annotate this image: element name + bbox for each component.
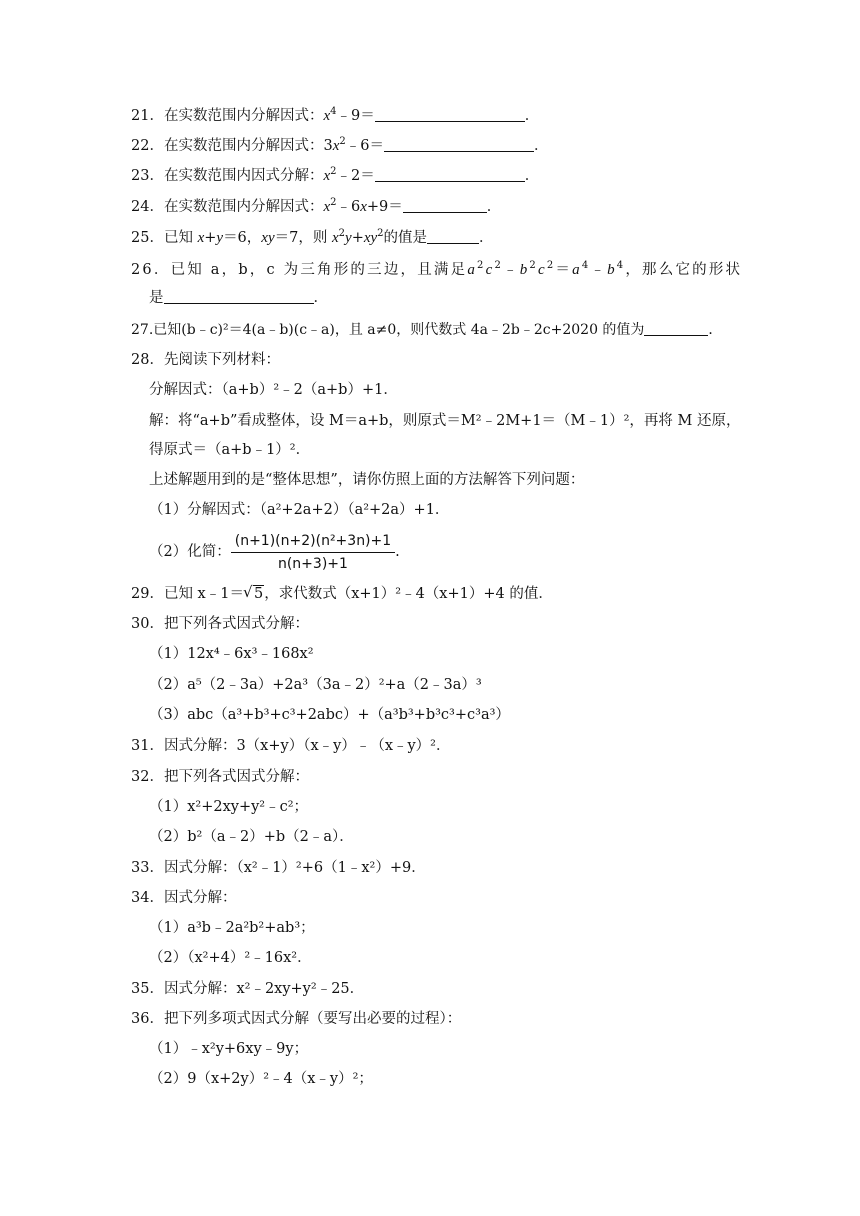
problem-23: 23．在实数范围内因式分解：$x^2﹣2=$ ． xyxy=(131,166,540,184)
material-line-1: 分解因式：（a+b）²﹣2（a+b）+1． xyxy=(149,382,398,398)
material-line-2: 解：将“a+b”看成整体，设 M＝a+b，则原式＝M²﹣2M+1＝（M﹣1）²，再将 M 还原， xyxy=(149,413,741,429)
problem-29: 29．已知 x﹣1＝√ 5，求代数式（x+1）²﹣4（x+1）+4 的值． xyxy=(131,584,553,604)
problem-36-part-2: （2）9（x+2y）²﹣4（x﹣y）²； xyxy=(149,1071,373,1087)
answer-blank-24[interactable] xyxy=(403,197,487,213)
problem-34: 34．因式分解： xyxy=(131,890,237,906)
problem-30-part-1: （1）12x⁴﹣6x³﹣168x² xyxy=(149,646,314,662)
problem-32-part-1: （1）x²+2xy+y²﹣c²； xyxy=(149,799,309,815)
problem-34-part-1: （1）a³b﹣2a²b²+ab³； xyxy=(149,920,315,936)
problem-30-part-2: （2）a⁵（2﹣3a）+2a³（3a﹣2）²+a（2﹣3a）³ xyxy=(149,677,482,693)
problem-36: 36．把下列多项式因式分解（要写出必要的过程）： xyxy=(131,1011,462,1027)
answer-blank-22[interactable] xyxy=(384,136,534,152)
material-line-3: 得原式＝（a+b﹣1）²． xyxy=(149,442,311,458)
problem-28-part-1: （1）分解因式：（a²+2a+2）（a²+2a）+1． xyxy=(149,502,450,518)
problem-27: 27.已知(b﹣c)²＝4(a﹣b)(c﹣a)，且 a≠0，则代数式 4a﹣2b﹣2c+2020 的值为 ． xyxy=(131,322,723,338)
problem-28-part-2: （2）化简： $\frac{\text{(n+1)(n+2)(n²+3n)+1}}{n(n+3)+1}$ . xyxy=(149,532,400,572)
answer-blank-27[interactable] xyxy=(644,320,708,336)
problem-22: 22．在实数范围内分解因式：$3x^2﹣6=$ ． xyxy=(131,136,549,154)
problem-36-part-1: （1）﹣x²y+6xy﹣9y； xyxy=(149,1041,309,1057)
problem-24: 24．在实数范围内分解因式：$x^2﹣6x+9=$ ． xyxy=(131,197,502,215)
material-line-4: 上述解题用到的是“整体思想”，请你仿照上面的方法解答下列问题： xyxy=(149,472,585,488)
problem-32-part-2: （2）b²（a﹣2）+b（2﹣a）． xyxy=(149,829,354,845)
problem-32: 32．把下列各式因式分解： xyxy=(131,769,309,785)
answer-blank-25[interactable] xyxy=(427,228,479,244)
fraction-expression: $\frac{\text{(n+1)(n+2)(n²+3n)+1}}{n(n+3)+1}$ xyxy=(231,531,395,574)
problem-21: 21．在实数范围内分解因式：$x^4﹣9=$ ． xyxy=(131,106,540,124)
problem-26-cont: 是 ． xyxy=(149,290,328,306)
sqrt-symbol: √ 5 xyxy=(244,584,264,604)
problem-26: 26．已知 a，b，c 为三角形的三边，且满足$a^2c^2﹣b^2c^2=a^4﹣b^4$，那么它的形状 xyxy=(131,260,743,278)
answer-blank-26[interactable] xyxy=(164,288,314,304)
problem-34-part-2: （2）（x²+4）²﹣16x²． xyxy=(149,950,312,966)
problem-31: 31．因式分解：3（x+y）（x﹣y）﹣（x﹣y）²． xyxy=(131,738,451,754)
answer-blank-21[interactable] xyxy=(375,106,525,122)
problem-33: 33．因式分解：（x²﹣1）²+6（1﹣x²）+9． xyxy=(131,860,426,876)
answer-blank-23[interactable] xyxy=(375,166,525,182)
problem-25: 25．已知 x+y＝6，xy＝7，则 $x^2y+xy^2$的值是 ． xyxy=(131,228,494,246)
problem-35: 35．因式分解：x²﹣2xy+y²﹣25． xyxy=(131,981,365,997)
problem-28: 28．先阅读下列材料： xyxy=(131,352,280,368)
problem-30-part-3: （3）abc（a³+b³+c³+2abc）+（a³b³+b³c³+c³a³） xyxy=(149,707,510,723)
problem-30: 30．把下列各式因式分解： xyxy=(131,616,309,632)
